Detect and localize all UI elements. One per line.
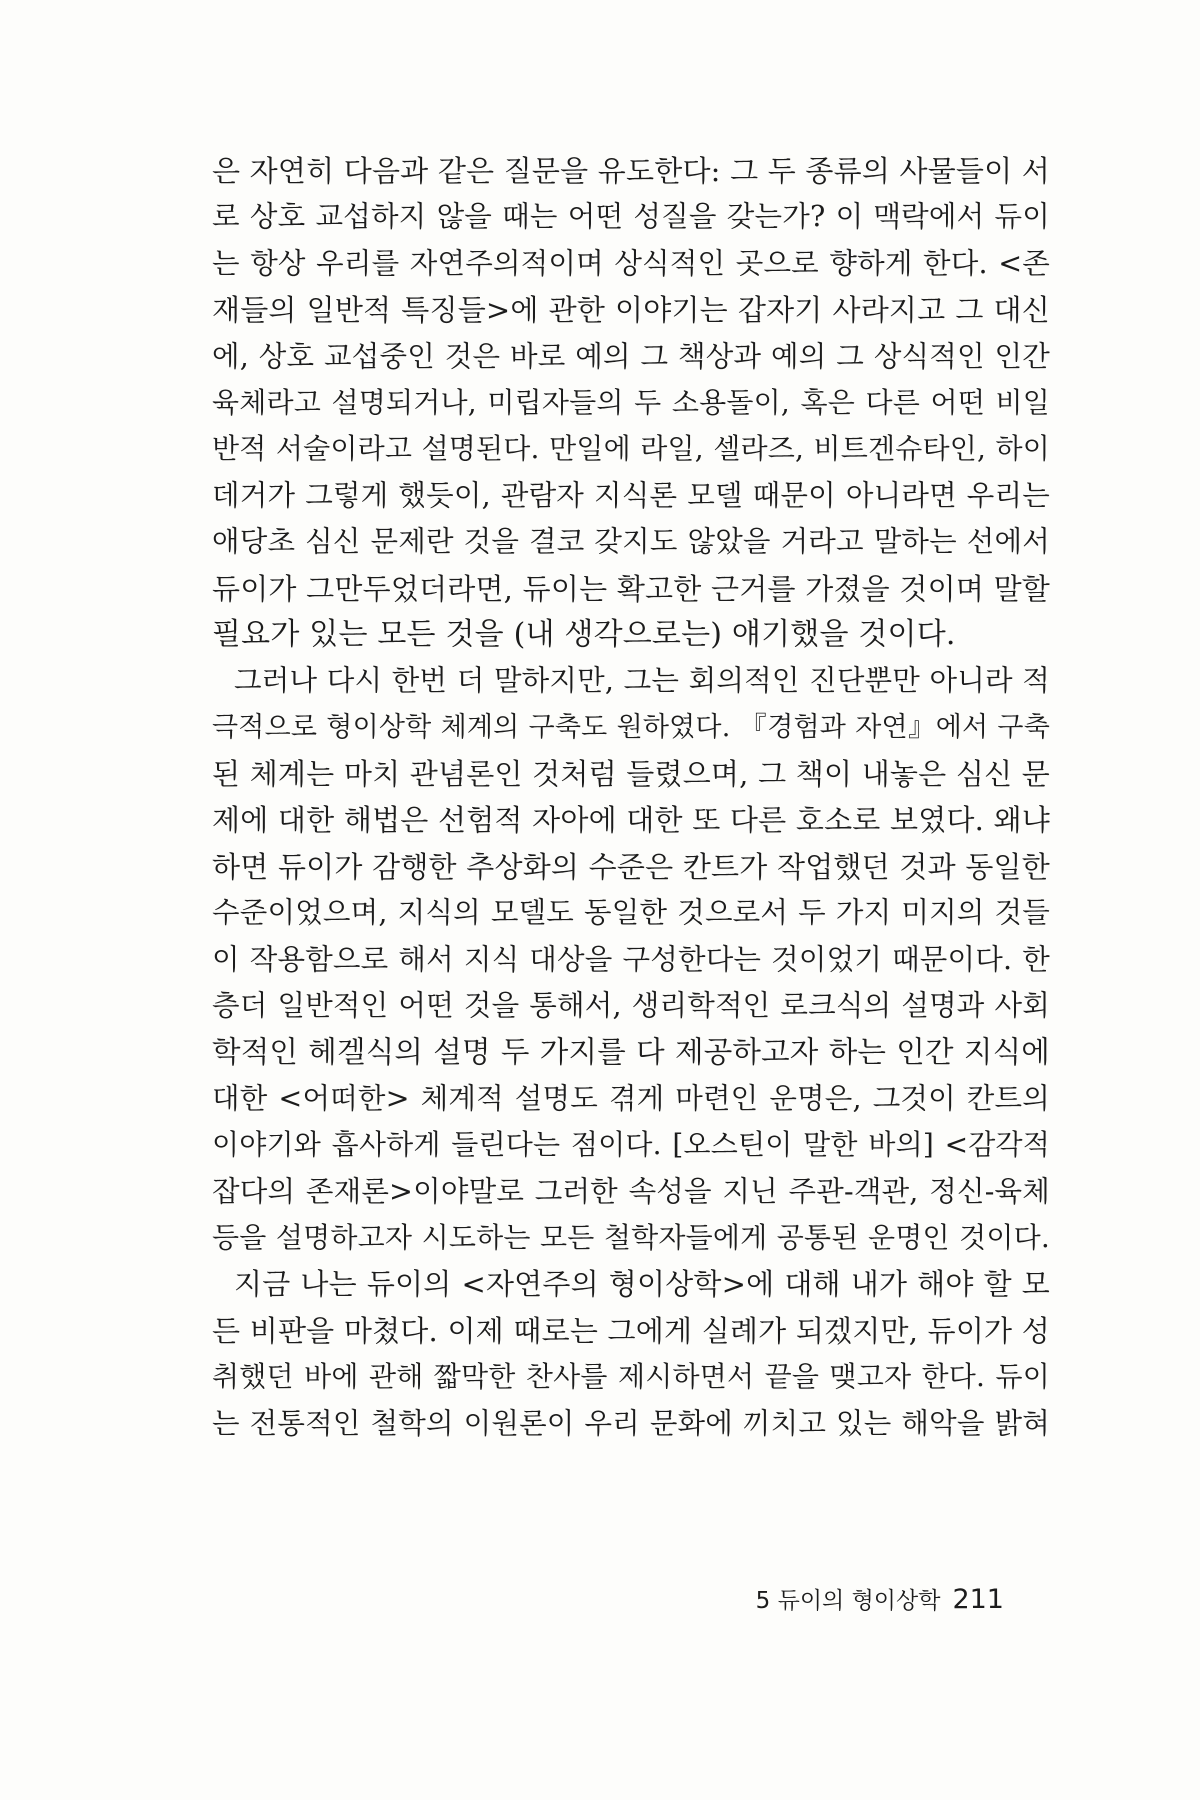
text-line: 수준이었으며, 지식의 모델도 동일한 것으로서 두 가지 미지의 것들 bbox=[212, 896, 1050, 930]
text-line: 는 전통적인 철학의 이원론이 우리 문화에 끼치고 있는 해악을 밝혀 bbox=[212, 1406, 1050, 1440]
text-line: 등을 설명하고자 시도하는 모든 철학자들에게 공통된 운명인 것이다. bbox=[212, 1220, 1050, 1254]
text-line: 대한 <어떠한> 체계적 설명도 겪게 마련인 운명은, 그것이 칸트의 bbox=[212, 1081, 1050, 1115]
paragraph-3 bbox=[212, 1261, 1050, 1447]
text-line: 하면 듀이가 감행한 추상화의 수준은 칸트가 작업했던 것과 동일한 bbox=[212, 849, 1050, 884]
text-line: 든 비판을 마쳤다. 이제 때로는 그에게 실례가 되겠지만, 듀이가 성 bbox=[212, 1313, 1050, 1348]
text-line: 된 체계는 마치 관념론인 것처럼 들렸으며, 그 책이 내놓은 심신 문 bbox=[212, 757, 1050, 792]
text-line: 필요가 있는 모든 것을 (내 생각으로는) 얘기했을 것이다. bbox=[212, 616, 956, 652]
text-line: 데거가 그렇게 했듯이, 관람자 지식론 모델 때문이 아니라면 우리는 bbox=[212, 478, 1050, 512]
page-footer bbox=[756, 1582, 1004, 1615]
text-line: 층더 일반적인 어떤 것을 통해서, 생리학적인 로크식의 설명과 사회 bbox=[212, 989, 1050, 1023]
paragraph-1 bbox=[212, 148, 1050, 658]
text-line: 는 항상 우리를 자연주의적이며 상식적인 곳으로 향하게 한다. <존 bbox=[212, 246, 1050, 280]
text-line: 듀이가 그만두었더라면, 듀이는 확고한 근거를 가졌을 것이며 말할 bbox=[212, 571, 1050, 606]
text-line: 제에 대한 해법은 선험적 자아에 대한 또 다른 호소로 보였다. 왜냐 bbox=[212, 803, 1050, 838]
text-line: 학적인 헤겔식의 설명 두 가지를 다 제공하고자 하는 인간 지식에 bbox=[212, 1035, 1050, 1070]
text-line: 에, 상호 교섭중인 것은 바로 예의 그 책상과 예의 그 상식적인 인간 bbox=[212, 339, 1050, 373]
text-line: 로 상호 교섭하지 않을 때는 어떤 성질을 갖는가? 이 맥락에서 듀이 bbox=[212, 200, 1050, 234]
body-text bbox=[212, 148, 1050, 1447]
page-number: 211 bbox=[952, 1584, 1004, 1615]
text-line: 은 자연히 다음과 같은 질문을 유도한다: 그 두 종류의 사물들이 서 bbox=[212, 154, 1050, 188]
text-line: 잡다의 존재론>이야말로 그러한 속성을 지닌 주관-객관, 정신-육체 bbox=[212, 1174, 1050, 1208]
text-line: 애당초 심신 문제란 것을 결코 갖지도 않았을 거라고 말하는 선에서 bbox=[212, 525, 1050, 559]
text-line: 이야기와 흡사하게 들린다는 점이다. [오스틴이 말한 바의] <감각적 bbox=[212, 1128, 1050, 1162]
text-line: 반적 서술이라고 설명된다. 만일에 라일, 셀라즈, 비트겐슈타인, 하이 bbox=[212, 432, 1050, 466]
text-line: 지금 나는 듀이의 <자연주의 형이상학>에 대해 내가 해야 할 모 bbox=[234, 1267, 1050, 1302]
text-line: 이 작용함으로 해서 지식 대상을 구성한다는 것이었기 때문이다. 한 bbox=[212, 942, 1050, 976]
text-line: 재들의 일반적 특징들>에 관한 이야기는 갑자기 사라지고 그 대신 bbox=[212, 293, 1050, 328]
text-line: 육체라고 설명되거나, 미립자들의 두 소용돌이, 혹은 다른 어떤 비일 bbox=[212, 385, 1050, 419]
text-line: 취했던 바에 관해 짧막한 찬사를 제시하면서 끝을 맺고자 한다. 듀이 bbox=[212, 1360, 1050, 1394]
text-line: 그러나 다시 한번 더 말하지만, 그는 회의적인 진단뿐만 아니라 적 bbox=[234, 664, 1050, 698]
text-line: 극적으로 형이상학 체계의 구축도 원하였다. 『경험과 자연』에서 구축 bbox=[212, 711, 1050, 743]
paragraph-2 bbox=[212, 658, 1050, 1261]
running-chapter-title: 5 듀이의 형이상학 bbox=[755, 1588, 941, 1614]
